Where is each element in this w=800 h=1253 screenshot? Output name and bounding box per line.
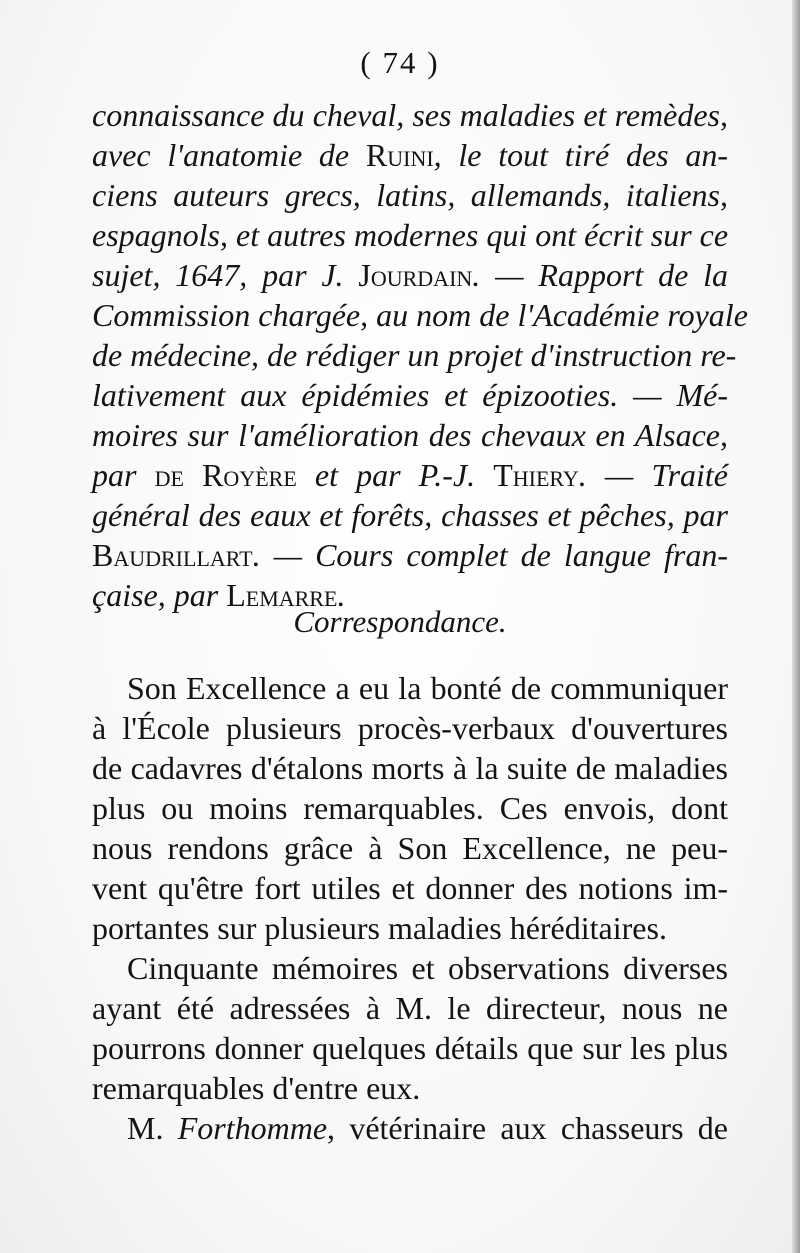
author-name: Baudrillart [92,537,253,573]
text-line: portantes sur plusieurs maladies héréditaires. [92,910,667,946]
text-line: ayant été adressées à M. le directeur, nous ne [92,990,728,1026]
text-line: pourrons donner quelques détails que sur les plus [92,1030,728,1066]
text-line: nous rendons grâce à Son Excellence, ne peu- [92,830,728,866]
text-line: plus ou moins remarquables. Ces envois, dont [92,790,728,826]
author-name: de Royère [154,457,297,493]
author-name: Jourdain [358,257,473,293]
text-line: M. Forthomme, vétérinaire aux chasseurs de [127,1110,728,1146]
text-line: à l'École plusieurs procès-verbaux d'ouvertures [92,710,728,746]
section-heading: Correspondance. [293,604,507,639]
person-name: Forthomme [177,1110,328,1146]
text-line: Baudrillart. — Cours complet de langue fran- [92,537,728,573]
author-name: Thiery [493,457,579,493]
text-line: çaise, par Lemarre. [92,577,346,613]
text-line: Commission chargée, au nom de l'Académie royale [92,297,748,333]
text-line: connaissance du cheval, ses maladies et remèdes, [92,97,728,133]
text-line: moires sur l'amélioration des chevaux en Alsace, [92,417,728,453]
author-name: Lemarre [226,577,338,613]
text-line: général des eaux et forêts, chasses et pêches, par [92,497,728,533]
text-line: Cinquante mémoires et observations diverses [127,950,728,986]
text-line: ciens auteurs grecs, latins, allemands, italiens, [92,177,728,213]
text-line: lativement aux épidémies et épizooties. — Mé- [92,377,728,413]
text-line: de cadavres d'étalons morts à la suite de maladies [92,750,728,786]
text-line: remarquables d'entre eux. [92,1070,421,1106]
text-line: de médecine, de rédiger un projet d'instruction re- [92,337,737,373]
text-line: avec l'anatomie de Ruini, le tout tiré des an- [92,137,729,173]
author-name: Ruini [365,137,434,173]
text-line: sujet, 1647, par J. Jourdain. — Rapport de la [92,257,729,293]
text-line: espagnols, et autres modernes qui ont écrit sur ce [92,217,729,253]
text-line: vent qu'être fort utiles et donner des notions im- [92,870,728,906]
text-line: Son Excellence a eu la bonté de communiquer [127,670,728,706]
text-line: par de Royère et par P.-J. Thiery. — Traité [92,457,728,493]
page-number: ( 74 ) [360,45,440,80]
